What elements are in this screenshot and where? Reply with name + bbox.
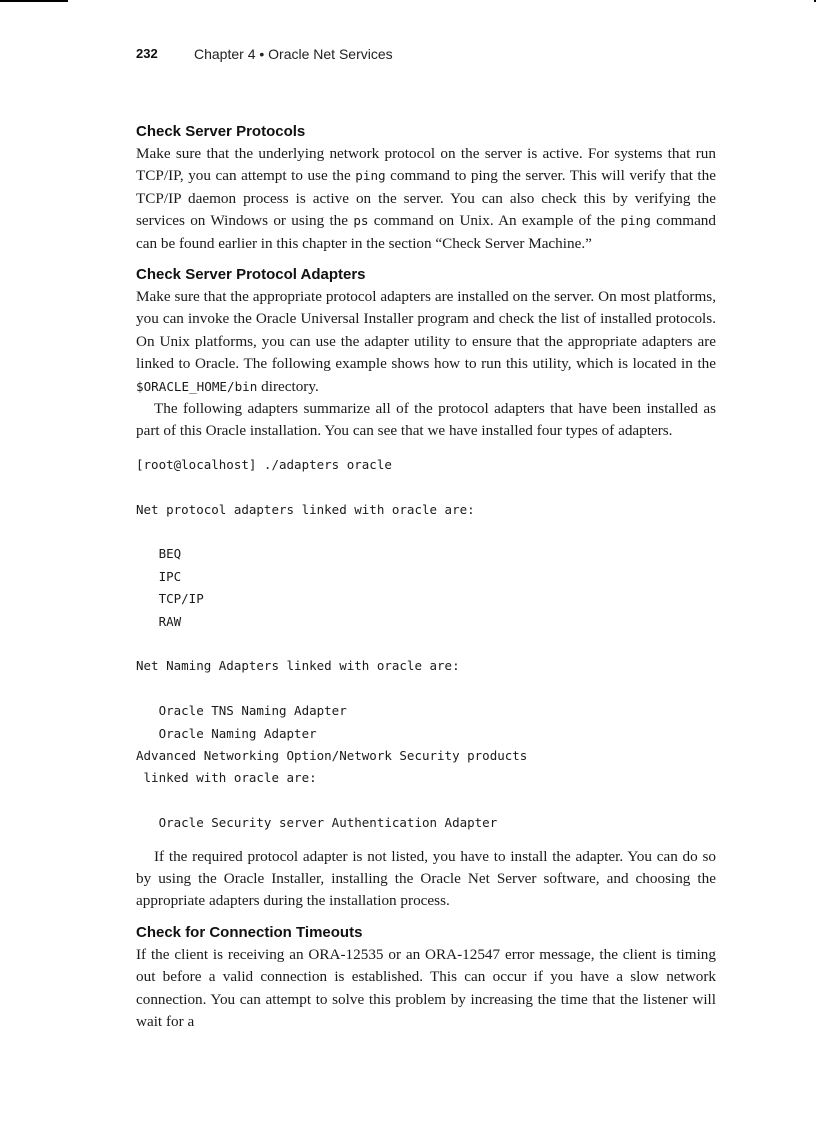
code-line: TCP/IP <box>136 591 204 607</box>
code-line: BEQ <box>136 546 182 562</box>
running-head: Chapter 4 • Oracle Net Services <box>194 46 393 62</box>
page-header <box>136 46 716 68</box>
code-line <box>136 790 716 812</box>
code-line: Oracle TNS Naming Adapter <box>136 703 347 719</box>
code-line: linked with oracle are: <box>136 770 317 786</box>
heading-check-connection-timeouts: Check for Connection Timeouts <box>136 923 363 941</box>
paragraph-server-protocols <box>136 143 716 255</box>
heading-check-server-protocols: Check Server Protocols <box>136 123 306 140</box>
text-run: command can be found earlier in this chapter in the section “Check Server Machine.” <box>136 212 716 252</box>
code-line: Net Naming Adapters linked with oracle are: <box>136 658 460 674</box>
code-line <box>136 476 716 498</box>
code-line <box>136 678 716 700</box>
page-number: 232 <box>136 46 158 61</box>
text-run: command to ping the server. This will verify that the TCP/IP daemon process is active on the server. You can also check this by verifying the services on Windows or using the <box>136 167 716 230</box>
code-listing-adapters <box>136 454 716 835</box>
code-line: IPC <box>136 568 182 584</box>
text-run: Make sure that the underlying network protocol on the server is active. For systems that run TCP/IP, you can attempt to use the <box>136 145 716 185</box>
code-line: Advanced Networking Option/Network Security products <box>136 747 528 763</box>
text-run: directory. <box>257 377 319 395</box>
inline-code-oracle-home-bin: $ORACLE_HOME/bin <box>136 378 258 394</box>
text-run: command on Unix. An example of the <box>368 212 621 230</box>
inline-code-ping: ping <box>620 213 651 229</box>
code-line: Oracle Security server Authentication Adapter <box>136 815 498 831</box>
page-body <box>136 118 716 1033</box>
code-line <box>136 521 716 543</box>
code-line: RAW <box>136 613 182 629</box>
code-line <box>136 633 716 655</box>
crop-mark-left <box>0 0 68 2</box>
paragraph-adapters-summary: The following adapters summarize all of the protocol adapters that have been installed as part of this Oracle installation. You can see that we have installed four types of adapters. <box>136 400 716 440</box>
paragraph-connection-timeouts: If the client is receiving an ORA-12535 or an ORA-12547 error message, the client is timing out before a valid connection is established. This can occur if you have a slow network connection. You can attempt to solve this problem by increasing the time that the listener will wait for a <box>136 945 716 1030</box>
text-run: Make sure that the appropriate protocol adapters are installed on the server. On most platforms, you can invoke the Oracle Universal Installer program and check the list of installed protocols. On Unix platforms, you can use the adapter utility to ensure that the appropriate adapters are linked to Oracle. The following example shows how to run this utility, which is located in the <box>136 288 716 373</box>
inline-code-ping: ping <box>355 168 386 184</box>
heading-check-server-protocol-adapters: Check Server Protocol Adapters <box>136 266 366 284</box>
code-line: [root@localhost] ./adapters oracle <box>136 456 392 472</box>
inline-code-ps: ps <box>353 213 369 229</box>
code-line: Oracle Naming Adapter <box>136 725 317 741</box>
code-line: Net protocol adapters linked with oracle are: <box>136 501 475 517</box>
paragraph-protocol-adapters <box>136 286 716 398</box>
paragraph-install-adapter: If the required protocol adapter is not listed, you have to install the adapter. You can do so by using the Oracle Installer, installing the Oracle Net Server software, and choosing the appropriate adapters during the installation process. <box>136 847 716 910</box>
